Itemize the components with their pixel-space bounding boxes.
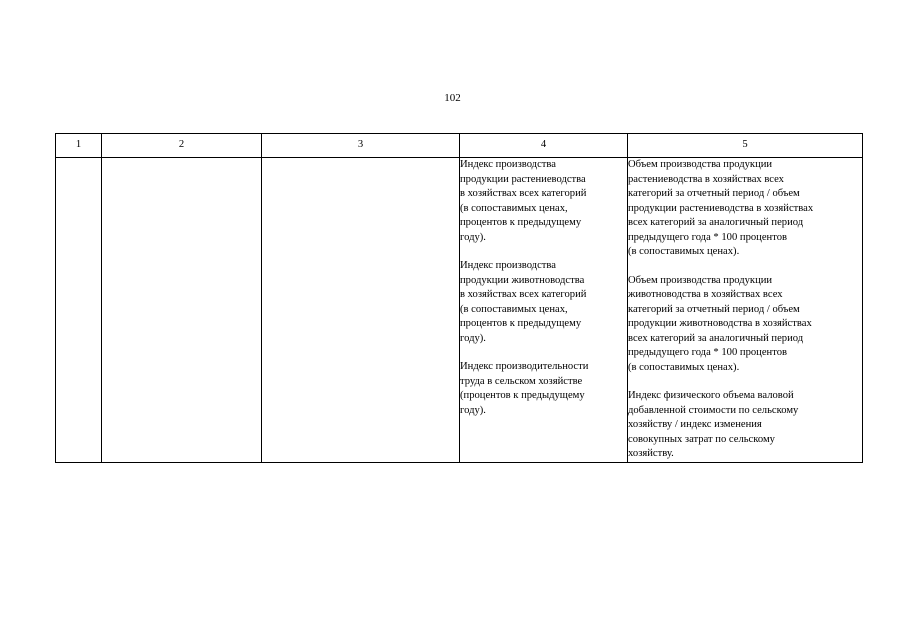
column-header-1: 1 xyxy=(56,134,102,158)
text-line: продукции животноводства xyxy=(460,274,585,286)
formula-livestock-production xyxy=(628,274,862,376)
text-line: в хозяйствах всех категорий xyxy=(460,188,587,199)
text-line: Индекс производства xyxy=(460,159,556,170)
text-line: продукции животноводства в хозяйствах xyxy=(628,318,812,329)
text-line: предыдущего года * 100 процентов xyxy=(628,347,787,358)
text-line: Объем производства продукции xyxy=(628,159,773,170)
text-line: (в сопоставимых ценах, xyxy=(460,202,568,214)
cell-col2 xyxy=(102,158,262,463)
text-line: (в сопоставимых ценах, xyxy=(460,303,568,315)
text-line: (процентов к предыдущему xyxy=(460,390,585,401)
cell-col3 xyxy=(262,158,460,463)
text-line: хозяйству. xyxy=(628,448,674,459)
text-line: Индекс производительности xyxy=(460,361,589,372)
text-line: году). xyxy=(460,332,486,344)
text-line: животноводства в хозяйствах всех xyxy=(628,289,783,300)
text-line: году). xyxy=(460,231,486,243)
text-line: растениеводства в хозяйствах всех xyxy=(628,173,784,185)
column-header-4: 4 xyxy=(460,134,628,158)
text-line: совокупных затрат по сельскому xyxy=(628,433,775,445)
column-header-2: 2 xyxy=(102,134,262,158)
text-line: всех категорий за аналогичный период xyxy=(628,217,804,228)
text-line: категорий за отчетный период / объем xyxy=(628,303,800,315)
text-line: году). xyxy=(460,404,486,416)
column-header-5: 5 xyxy=(628,134,863,158)
cell-indicator-names xyxy=(460,158,628,463)
text-line: (в сопоставимых ценах). xyxy=(628,361,740,373)
text-line: процентов к предыдущему xyxy=(460,217,582,228)
text-line: Индекс физического объема валовой xyxy=(628,390,794,401)
text-line: продукции растениеводства xyxy=(460,173,586,185)
column-header-3: 3 xyxy=(262,134,460,158)
text-line: труда в сельском хозяйстве xyxy=(460,375,583,387)
cell-col1 xyxy=(56,158,102,463)
text-line: категорий за отчетный период / объем xyxy=(628,188,800,199)
indicator-table xyxy=(55,133,863,463)
table-header-row xyxy=(56,134,863,158)
indicator-name-crop-production xyxy=(460,158,627,245)
cell-calculation-methods xyxy=(628,158,863,463)
formula-labor-productivity xyxy=(628,389,862,462)
text-line: всех категорий за аналогичный период xyxy=(628,332,804,344)
indicator-name-livestock-production xyxy=(460,259,627,346)
text-line: процентов к предыдущему xyxy=(460,318,582,329)
text-line: Объем производства продукции xyxy=(628,274,773,286)
text-line: хозяйству / индекс изменения xyxy=(628,419,762,430)
page-number: 102 xyxy=(444,92,461,104)
text-line: предыдущего года * 100 процентов xyxy=(628,231,787,243)
text-line: Индекс производства xyxy=(460,260,556,271)
text-line: в хозяйствах всех категорий xyxy=(460,289,587,300)
text-line: добавленной стоимости по сельскому xyxy=(628,404,799,416)
formula-crop-production xyxy=(628,158,862,260)
indicator-name-labor-productivity xyxy=(460,360,627,418)
text-line: продукции растениеводства в хозяйствах xyxy=(628,202,814,214)
table-row xyxy=(56,158,863,463)
text-line: (в сопоставимых ценах). xyxy=(628,246,740,257)
